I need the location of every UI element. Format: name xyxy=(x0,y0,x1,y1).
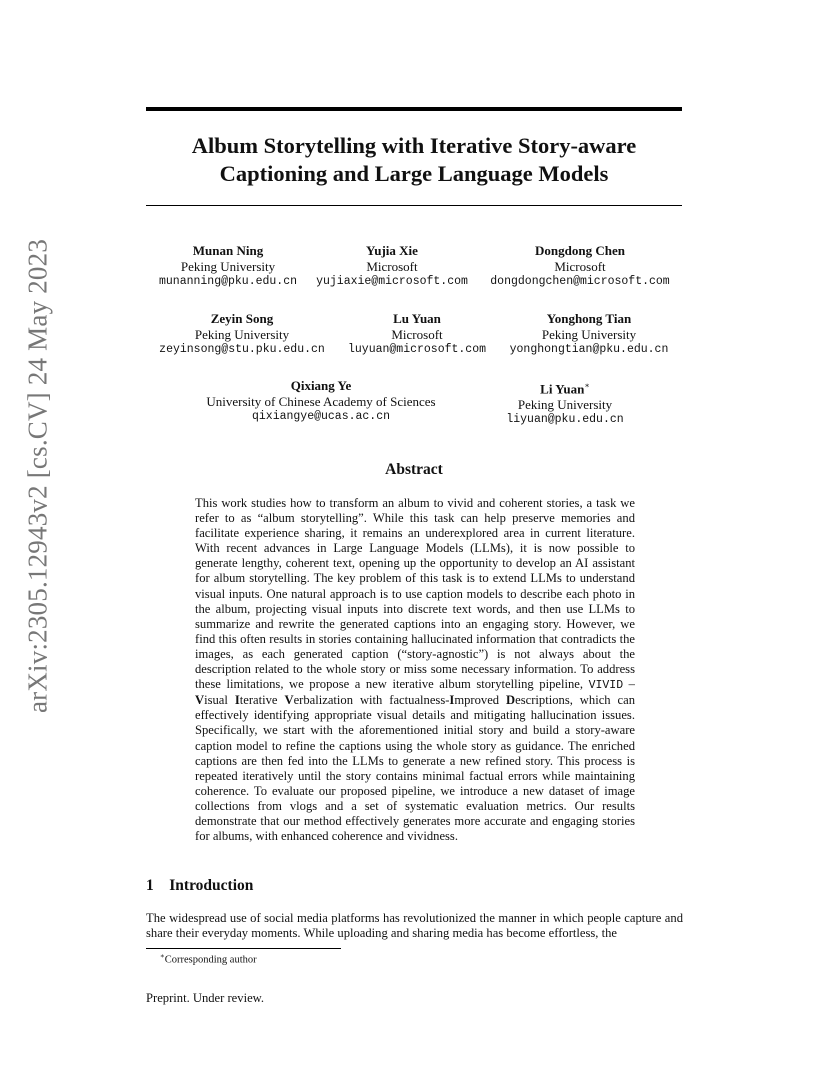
author-affiliation: Microsoft xyxy=(554,258,606,274)
section-number: 1 xyxy=(146,877,154,894)
author-email: liyuan@pku.edu.cn xyxy=(506,413,624,427)
author-affiliation: Peking University xyxy=(194,326,290,342)
corresponding-author-mark: ∗ xyxy=(584,381,590,390)
author-block xyxy=(206,378,435,425)
acronym-word: isual xyxy=(204,693,235,708)
author-name: Lu Yuan xyxy=(393,311,441,326)
abstract-text-part1: This work studies how to transform an album to vivid and coherent stories, a task we refer to as “album storytelling”. While this task can help preserve memories and facilitate experience sharing, it remains an underexplored area in current literature. With recent advances in Large Language Models (LLMs), it is now possible to generate lengthy, coherent text, opening up the opportunity to develop an AI assistant for album storytelling. The key problem of this task is to extend LLMs to understand visual inputs. One natural approach is to use caption models to describe each photo in the album, projecting visual inputs into discrete text words, and then use LLMs to summarize and rewrite the generated captions into an engaging story. However, we find this often results in stories containing hallucinated information that contradicts the images, as each generated caption (“story-agnostic”) is not always about the description related to the whole story or miss some necessary information. To address these limitations, we propose a new iterative album storytelling pipeline, xyxy=(195,496,635,692)
author-name: Yujia Xie xyxy=(366,243,418,258)
author-email: luyuan@microsoft.com xyxy=(347,343,487,356)
title-bottom-rule xyxy=(146,205,682,206)
acronym-word: erbalization with factualness- xyxy=(293,693,450,708)
author-email: qixiangye@ucas.ac.cn xyxy=(251,410,391,423)
footnote-text: Corresponding author xyxy=(164,954,257,966)
acronym-word: terative xyxy=(239,693,285,708)
method-name: VIVID xyxy=(588,679,624,693)
author-block xyxy=(159,311,325,358)
author-name xyxy=(506,378,623,397)
acronym-letter: I xyxy=(234,693,240,708)
author-affiliation: Microsoft xyxy=(391,326,443,342)
author-name: Dongdong Chen xyxy=(535,243,625,258)
author-affiliation: Microsoft xyxy=(366,258,418,274)
author-block xyxy=(159,243,297,290)
author-block xyxy=(490,243,669,290)
author-email: yujiaxie@microsoft.com xyxy=(316,275,468,288)
author-name: Yonghong Tian xyxy=(546,311,632,326)
abstract-text-part2: escriptions, which can effectively identifying appropriate visual details and mitigating hallucination issues. Specifically, we start with the aforementioned initial story and build a story-aware caption model to refine the captions using the whole story as guidance. The enriched captions are then fed into the LLMs to generate a new refined story. This process is repeated iteratively until the story contains minimal factual errors while maintaining coherence. To evaluate our proposed pipeline, we introduce a new dataset of image collections from vlogs and a set of systematic evaluation metrics. Our results demonstrate that our method effectively generates more accurate and engaging stories for albums, with enhanced coherence and vividness. xyxy=(195,693,636,844)
author-name-text: Li Yuan xyxy=(540,381,585,397)
section-title: Introduction xyxy=(169,877,254,894)
author-name: Munan Ning xyxy=(192,243,264,258)
title-top-rule xyxy=(146,107,682,111)
author-email: zeyinsong@stu.pku.edu.cn xyxy=(159,343,325,356)
author-block xyxy=(510,311,669,358)
author-block xyxy=(316,243,468,290)
acronym-letter: V xyxy=(195,693,205,708)
author-block xyxy=(506,378,623,428)
acronym-letter: I xyxy=(449,693,455,708)
footnote-rule xyxy=(146,948,341,949)
author-affiliation: Peking University xyxy=(541,326,637,342)
author-affiliation: Peking University xyxy=(517,396,613,412)
acronym-letter: V xyxy=(284,693,294,708)
title-line-2: Captioning and Large Language Models xyxy=(219,161,609,186)
abstract-body xyxy=(195,496,635,844)
author-email: munanning@pku.edu.cn xyxy=(158,275,298,288)
acronym-word: mproved xyxy=(454,693,507,708)
author-block xyxy=(348,311,486,358)
dash: – xyxy=(623,677,635,692)
title-line-1: Album Storytelling with Iterative Story-aware xyxy=(191,133,637,158)
author-affiliation: University of Chinese Academy of Sciences xyxy=(206,393,436,409)
author-email: dongdongchen@microsoft.com xyxy=(490,275,670,288)
preprint-note: Preprint. Under review. xyxy=(146,991,265,1005)
paper-title xyxy=(146,132,682,188)
section-heading xyxy=(146,877,253,895)
footnote xyxy=(160,952,257,966)
footnote-mark: ∗ xyxy=(160,952,165,960)
arxiv-identifier: arXiv:2305.12943v2 [cs.CV] 24 May 2023 xyxy=(22,238,53,714)
author-name: Zeyin Song xyxy=(210,311,274,326)
abstract-heading: Abstract xyxy=(385,461,443,478)
author-affiliation: Peking University xyxy=(180,258,276,274)
acronym-letter: D xyxy=(506,693,516,708)
author-name: Qixiang Ye xyxy=(290,378,352,393)
author-email: yonghongtian@pku.edu.cn xyxy=(509,343,669,356)
intro-paragraph: The widespread use of social media platforms has revolutionized the manner in which people capture and share their everyday moments. While uploading and sharing media has become effortless, the xyxy=(146,911,683,941)
